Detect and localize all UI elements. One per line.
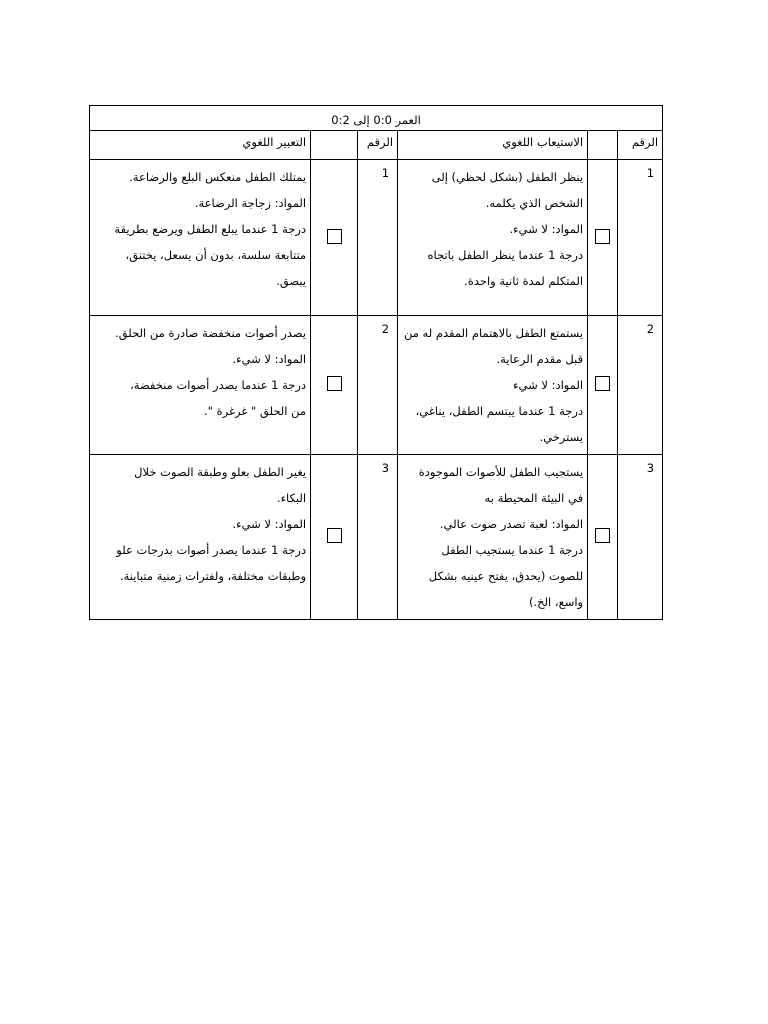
table-row	[90, 316, 663, 455]
age-title-cell	[90, 106, 663, 131]
text-line: من الحلق " غرغرة ".	[204, 404, 307, 418]
text-line: يستمتع الطفل بالاهتمام المقدم له من	[403, 326, 584, 340]
expressive-item-text	[90, 455, 311, 620]
expressive-checkbox[interactable]	[327, 528, 342, 543]
text-line: المتكلم لمدة ثانية واحدة.	[464, 274, 584, 288]
receptive-checkbox-cell	[588, 160, 618, 316]
text-line: وطبقات مختلفة، ولفترات زمنية متباينة.	[119, 569, 307, 583]
receptive-checkbox[interactable]	[595, 528, 610, 543]
expressive-item-number: 3	[358, 455, 398, 620]
table-row	[90, 160, 663, 316]
expressive-checkbox-cell	[311, 160, 358, 316]
text-line: الشخص الذي يكلمه.	[485, 196, 584, 210]
text-line: يصدر أصوات منخفضة صادرة من الحلق.	[115, 326, 307, 340]
text-line: قبل مقدم الرعاية.	[496, 352, 584, 366]
text-line: يغير الطفل بعلو وطبقة الصوت خلال	[134, 465, 307, 479]
text-line: يستجيب الطفل للأصوات الموجودة	[418, 465, 584, 479]
text-line: المواد: لا شيء	[513, 378, 584, 392]
expressive-checkbox[interactable]	[327, 229, 342, 244]
header-number-expressive: الرقم	[358, 131, 398, 160]
receptive-item-number: 2	[618, 316, 663, 455]
text-line: يبصق.	[276, 274, 307, 288]
expressive-checkbox-cell	[311, 455, 358, 620]
receptive-item-text	[398, 160, 588, 316]
receptive-checkbox-cell	[588, 316, 618, 455]
text-line: المواد: لا شيء.	[232, 517, 307, 531]
text-line: للصوت (يحدق، يفتح عينيه بشكل	[428, 569, 584, 583]
text-line: متتابعة سلسة، بدون أن يسعل، يختنق،	[125, 248, 307, 262]
text-line: ينظر الطفل (بشكل لحظي) إلى	[431, 170, 584, 184]
header-expressive-language: التعبير اللغوي	[90, 131, 311, 160]
text-line: درجة 1 عندما يستجيب الطفل	[441, 543, 584, 557]
text-line: درجة 1 عندما يبلع الطفل ويرضع بطريقة	[114, 222, 307, 236]
text-line: المواد: لا شيء.	[232, 352, 307, 366]
receptive-checkbox[interactable]	[595, 229, 610, 244]
text-line: درجة 1 عندما يصدر أصوات بدرجات علو	[116, 543, 307, 557]
table-body	[90, 160, 663, 620]
text-line: المواد: لعبة تصدر صوت عالي.	[439, 517, 584, 531]
expressive-checkbox[interactable]	[327, 376, 342, 391]
text-line: واسع، الخ.)	[528, 595, 584, 609]
expressive-item-text	[90, 316, 311, 455]
text-line: في البيئة المحيطة به	[484, 491, 584, 505]
header-receptive-language: الاستيعاب اللغوي	[398, 131, 588, 160]
receptive-item-text	[398, 316, 588, 455]
age-title: العمر 0:0 إلى 0:2	[331, 112, 421, 127]
text-line: المواد: لا شيء.	[509, 222, 584, 236]
assessment-table	[89, 105, 663, 620]
text-line: يمتلك الطفل منعكس البلع والرضاعة.	[129, 170, 307, 184]
receptive-item-number: 3	[618, 455, 663, 620]
header-checkbox-spacer	[588, 131, 618, 160]
expressive-item-number: 1	[358, 160, 398, 316]
header-number-receptive: الرقم	[618, 131, 663, 160]
table-row	[90, 455, 663, 620]
text-line: درجة 1 عندما يبتسم الطفل، يناغي،	[415, 404, 584, 418]
title-row	[90, 106, 663, 131]
text-line: المواد: زجاجة الرضاعة.	[194, 196, 307, 210]
text-line: البكاء.	[276, 491, 307, 505]
receptive-checkbox-cell	[588, 455, 618, 620]
expressive-item-number: 2	[358, 316, 398, 455]
text-line: يسترخي.	[539, 430, 584, 444]
header-checkbox-spacer	[311, 131, 358, 160]
receptive-checkbox[interactable]	[595, 376, 610, 391]
header-row	[90, 131, 663, 160]
expressive-checkbox-cell	[311, 316, 358, 455]
text-line: درجة 1 عندما ينظر الطفل باتجاه	[427, 248, 584, 262]
text-line: درجة 1 عندما يصدر أصوات منخفضة،	[130, 378, 307, 392]
receptive-item-text	[398, 455, 588, 620]
receptive-item-number: 1	[618, 160, 663, 316]
expressive-item-text	[90, 160, 311, 316]
